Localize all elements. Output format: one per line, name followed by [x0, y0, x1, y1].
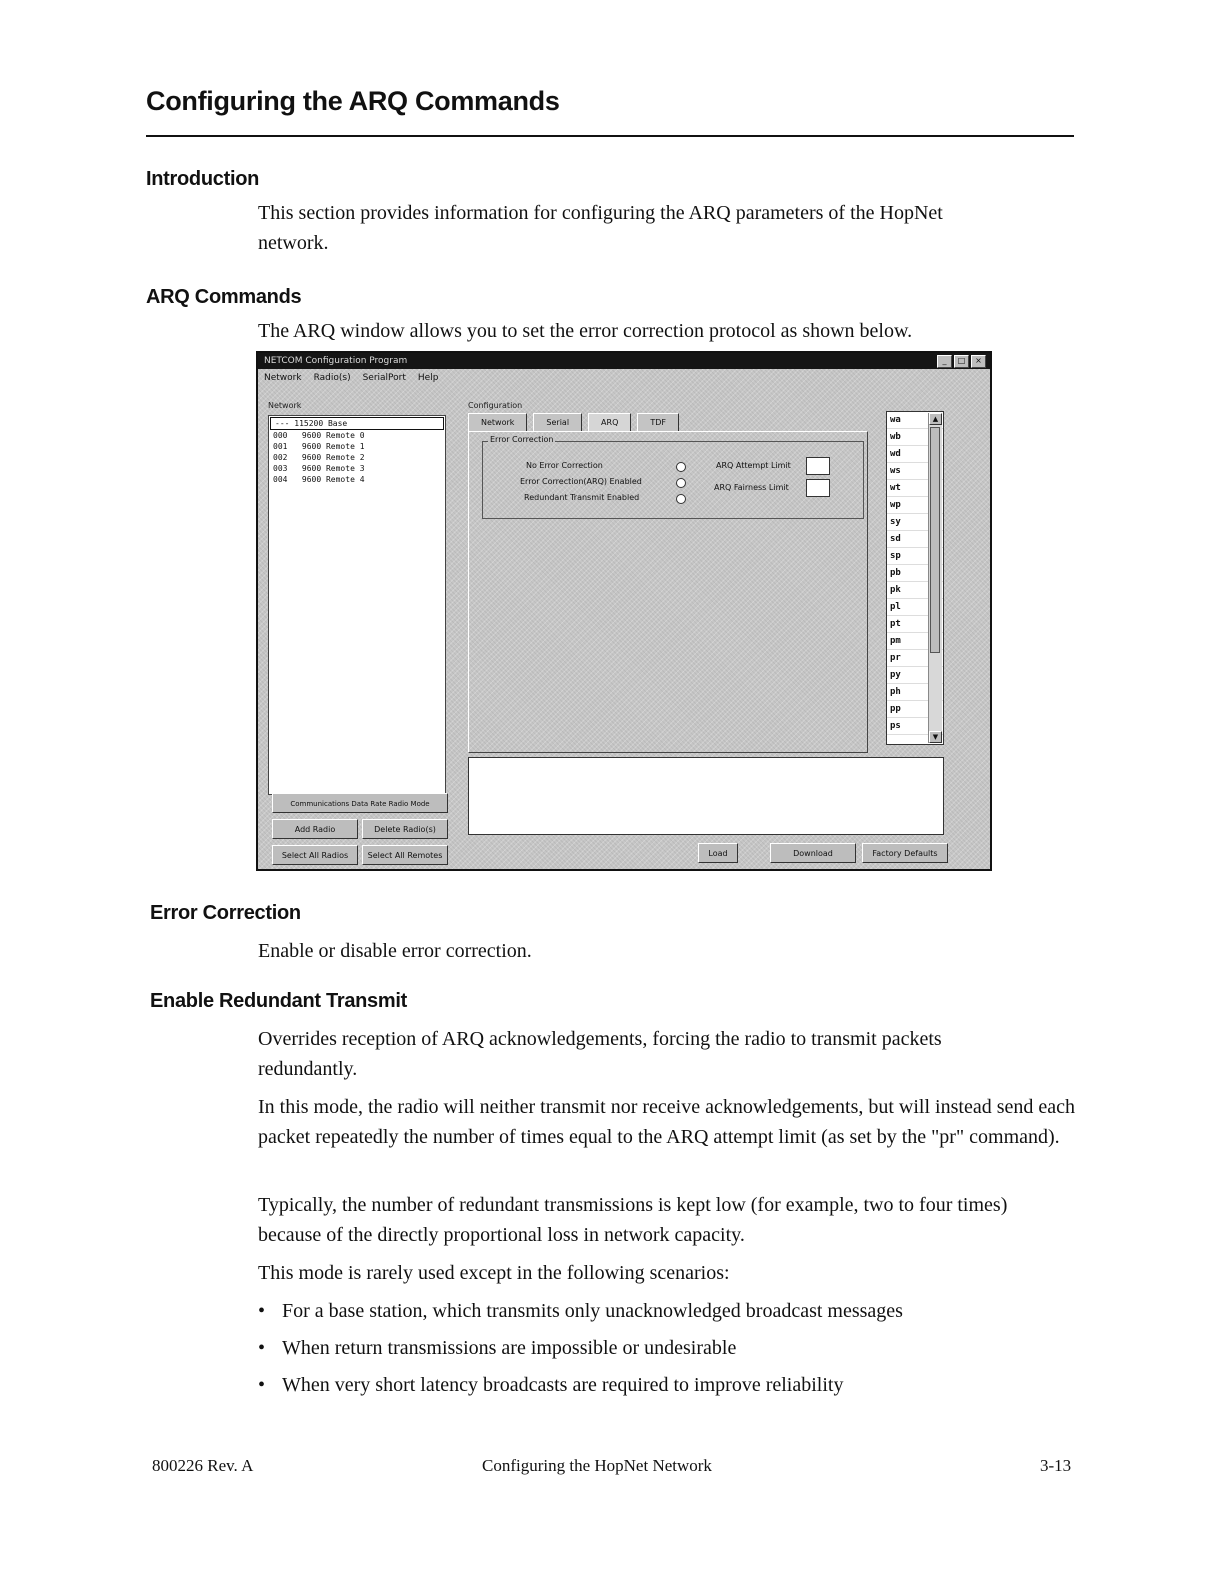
command-item[interactable]: pp	[887, 701, 943, 718]
menu-network[interactable]: Network	[264, 373, 302, 383]
arq-fairness-limit-label: ARQ Fairness Limit	[714, 483, 789, 492]
command-item[interactable]: pm	[887, 633, 943, 650]
status-output-box	[468, 757, 944, 835]
maximize-icon[interactable]: □	[954, 355, 969, 368]
list-item[interactable]: 001 9600 Remote 1	[273, 442, 365, 451]
command-item[interactable]: sd	[887, 531, 943, 548]
option-label: Redundant Transmit Enabled	[524, 493, 640, 502]
no-error-correction-radio[interactable]	[676, 462, 686, 472]
network-label: Network	[268, 401, 302, 410]
select-all-radios-button[interactable]: Select All Radios	[272, 845, 358, 865]
command-item[interactable]: pk	[887, 582, 943, 599]
option-label: No Error Correction	[526, 461, 603, 470]
scrollbar-thumb[interactable]	[930, 427, 940, 653]
window-controls	[937, 355, 986, 368]
tab-serial[interactable]: Serial	[533, 413, 582, 431]
arq-fairness-limit-input[interactable]	[806, 479, 830, 497]
command-item[interactable]: pb	[887, 565, 943, 582]
radio-list[interactable]	[268, 415, 446, 795]
close-icon[interactable]: ×	[971, 355, 986, 368]
redundant-transmit-p2: In this mode, the radio will neither transmit nor receive acknowledgements, but will instead send each packet repeatedly the number of times equal to the ARQ attempt limit (as set by the "pr" command).	[258, 1096, 1075, 1148]
arq-commands-text: The ARQ window allows you to set the error correction protocol as shown below.	[258, 320, 913, 342]
arq-attempt-limit-label: ARQ Attempt Limit	[716, 461, 791, 470]
option-label: Error Correction(ARQ) Enabled	[520, 477, 642, 486]
arq-enabled-radio[interactable]	[676, 478, 686, 488]
menu-radios[interactable]: Radio(s)	[313, 373, 351, 383]
command-item[interactable]: wt	[887, 480, 943, 497]
command-item[interactable]: py	[887, 667, 943, 684]
radio-settings-tabs[interactable]: Communications Data Rate Radio Mode	[272, 793, 448, 813]
redundant-transmit-p3: Typically, the number of redundant transmissions is kept low (for example, two to four times) because of the directly proportional loss in network capacity.	[258, 1194, 1008, 1246]
list-item[interactable]: --- 115200 Base	[270, 417, 444, 430]
command-item[interactable]: wd	[887, 446, 943, 463]
factory-defaults-button[interactable]: Factory Defaults	[862, 843, 948, 863]
download-button[interactable]: Download	[770, 843, 856, 863]
command-item[interactable]: ws	[887, 463, 943, 480]
load-button[interactable]: Load	[698, 843, 738, 863]
command-item[interactable]: pr	[887, 650, 943, 667]
add-radio-button[interactable]: Add Radio	[272, 819, 358, 839]
scenario-list	[258, 1296, 903, 1407]
scroll-down-icon[interactable]: ▼	[929, 731, 942, 743]
window-title: NETCOM Configuration Program	[264, 356, 408, 366]
tab-tdf[interactable]: TDF	[637, 413, 679, 431]
delete-radio-button[interactable]: Delete Radio(s)	[362, 819, 448, 839]
footer-doc-number: 800226 Rev. A	[152, 1456, 254, 1475]
command-item[interactable]: sp	[887, 548, 943, 565]
list-item[interactable]: 002 9600 Remote 2	[273, 453, 365, 462]
list-item: • When very short latency broadcasts are required to improve reliability	[258, 1370, 903, 1407]
tab-arq[interactable]: ARQ	[588, 413, 631, 431]
window-titlebar	[258, 353, 990, 369]
redundant-transmit-p1: Overrides reception of ARQ acknowledgements, forcing the radio to transmit packets redundantly.	[258, 1028, 942, 1080]
error-correction-group-title: Error Correction	[490, 435, 554, 444]
title-rule	[146, 135, 1074, 137]
introduction-heading: Introduction	[146, 168, 260, 190]
configuration-label: Configuration	[468, 401, 523, 410]
command-list-scrollbar[interactable]	[928, 413, 942, 743]
footer-chapter-title: Configuring the HopNet Network	[482, 1456, 712, 1475]
list-item[interactable]: 003 9600 Remote 3	[273, 464, 365, 473]
command-item[interactable]: ps	[887, 718, 943, 735]
list-item: • For a base station, which transmits only unacknowledged broadcast messages	[258, 1296, 903, 1333]
menu-help[interactable]: Help	[417, 373, 439, 383]
arq-commands-heading: ARQ Commands	[146, 286, 302, 308]
error-correction-heading: Error Correction	[150, 902, 301, 924]
command-item[interactable]: sy	[887, 514, 943, 531]
list-item[interactable]: 004 9600 Remote 4	[273, 475, 365, 484]
error-correction-text: Enable or disable error correction.	[258, 940, 532, 962]
menu-serialport[interactable]: SerialPort	[362, 373, 406, 383]
footer-page-number: 3-13	[1040, 1456, 1072, 1475]
arq-attempt-limit-input[interactable]	[806, 457, 830, 475]
scroll-up-icon[interactable]: ▲	[929, 413, 942, 425]
command-item[interactable]: pl	[887, 599, 943, 616]
page-title: Configuring the ARQ Commands	[146, 86, 560, 116]
command-item[interactable]: wp	[887, 497, 943, 514]
command-item[interactable]: ph	[887, 684, 943, 701]
redundant-transmit-p4: This mode is rarely used except in the following scenarios:	[258, 1262, 730, 1284]
arq-window-screenshot	[256, 351, 992, 871]
select-all-remotes-button[interactable]: Select All Remotes	[362, 845, 448, 865]
list-item[interactable]: 000 9600 Remote 0	[273, 431, 365, 440]
menu-bar	[258, 370, 438, 386]
config-tabs	[468, 413, 679, 431]
minimize-icon[interactable]: _	[937, 355, 952, 368]
command-item[interactable]: wa	[887, 412, 943, 429]
tab-network[interactable]: Network	[468, 413, 527, 431]
command-item[interactable]: pt	[887, 616, 943, 633]
list-item: • When return transmissions are impossible or undesirable	[258, 1333, 903, 1370]
command-item[interactable]: wb	[887, 429, 943, 446]
redundant-transmit-heading: Enable Redundant Transmit	[150, 990, 407, 1012]
redundant-transmit-radio[interactable]	[676, 494, 686, 504]
introduction-text: This section provides information for configuring the ARQ parameters of the HopNet network.	[258, 202, 943, 254]
